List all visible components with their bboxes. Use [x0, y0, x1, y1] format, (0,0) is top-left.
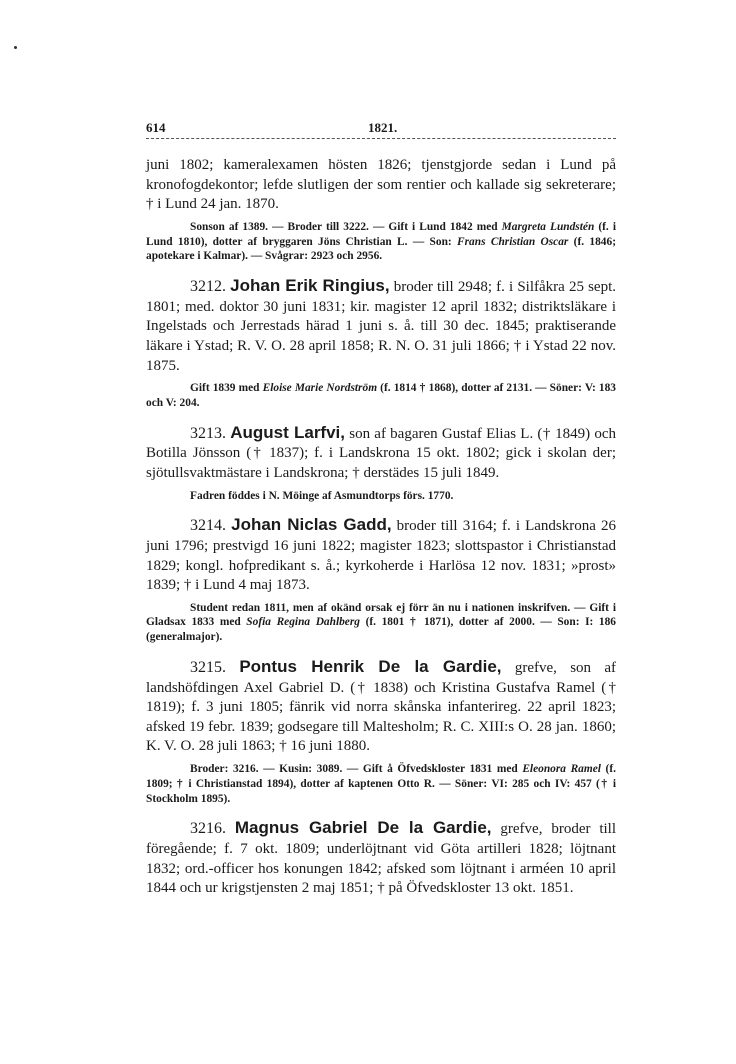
text-run: (f. i Lund 1810), dotter af bryggaren Jöns Christian L. — Son: [146, 220, 616, 248]
text-run: juni 1802; kameralexamen hösten 1826; tjenstgjorde sedan i Lund på kronofogdekontor; lefde slutligen der som rentier och kallade sig sekreterare; † i Lund 24 jan. 1870. [146, 157, 616, 213]
entry-number: 3216. [190, 820, 226, 838]
entry-paragraph [146, 657, 616, 757]
person-name-italic: Sofia Regina Dahlberg [246, 616, 360, 629]
entry-paragraph [146, 276, 616, 376]
entry-number: 3212. [190, 278, 226, 296]
entry-name: Johan Niclas Gadd, [231, 515, 392, 535]
text-run: (f. 1801 † 1871), dotter af 2000. — Son: I: 186 (generalmajor). [146, 616, 616, 644]
text-run: grefve, son af landshöfdingen Axel Gabriel D. († 1838) och Kristina Gustafva Ramel († 1819); f. 3 juni 1805; fänrik vid norra skånska infanterireg. 22 april 1823; afsked 19 febr. 1839; godsegare till Maltesholm; R. C. XIII:s O. 28 jan. 1860; K. V. O. 28 juli 1863; † 16 juni 1880. [146, 660, 617, 755]
page-number: 614 [146, 120, 166, 135]
person-name-italic: Eloise Marie Nordström [262, 382, 378, 395]
entry-note [146, 601, 616, 645]
running-year: 1821. [368, 120, 398, 135]
text-run: broder till 2948; f. i Silfåkra 25 sept. 1801; med. doktor 30 juni 1831; kir. magister 12 april 1832; distriktsläkare i Ingelstads och Jerrestads härad 1 juni s. å. till 30 dec. 1845; praktiserande läkare i Ystad; R. V. O. 28 april 1858; R. N. O. 31 juli 1866; † i Ystad 22 nov. 1875. [146, 279, 616, 374]
entry-note [146, 489, 616, 504]
entry-paragraph [146, 515, 616, 595]
entry-paragraph [146, 423, 616, 484]
text-run: (f. 1846; apotekare i Kalmar). — Svågrar: 2923 och 2956. [146, 235, 616, 263]
person-name-italic: Eleonora Ramel [522, 763, 601, 776]
text-run: grefve, broder till föregående; f. 7 okt. 1809; underlöjtnant vid Göta artilleri 1828; löjtnant 1832; ord.-officer hos konungen 1842; afsked som löjtnant i arméen 10 april 1844 och ur krigstjensten 2 maj 1851; † på Öfvedskloster 13 okt. 1851. [146, 821, 617, 897]
entry-note [146, 220, 616, 264]
text-run: Sonson af 1389. — Broder till 3222. — Gift i Lund 1842 med [190, 220, 502, 233]
entry-paragraph [146, 156, 616, 215]
entry-note [146, 381, 616, 411]
text-run: Fadren föddes i N. Möinge af Asmundtorps förs. 1770. [190, 489, 454, 502]
stray-mark [14, 46, 17, 49]
page-header [146, 120, 616, 136]
person-name-italic: Frans Christian Oscar [457, 235, 569, 248]
page-body [146, 156, 616, 904]
entry-note [146, 762, 616, 806]
text-run [226, 660, 239, 676]
text-run: (f. 1814 † 1868), dotter af 2131. — Söner: V: 183 och V: 204. [146, 382, 617, 409]
entry-name: Pontus Henrik De la Gardie, [239, 657, 502, 677]
text-run [226, 821, 235, 837]
entry-name: Magnus Gabriel De la Gardie, [234, 818, 492, 838]
text-run: son af bagaren Gustaf Elias L. († 1849) och Botilla Jönsson († 1837); f. i Landskrona 15 okt. 1802; gick i skolan der; sjötullsvaktmästare i Landskrona; † derstädes 15 juli 1849. [146, 425, 616, 481]
entry-number: 3213. [190, 424, 226, 442]
text-run: broder till 3164; f. i Landskrona 26 juni 1796; prestvigd 16 juni 1822; magister 1823; slottspastor i Christianstad 1829; kongl. hofpredikant s. å.; kyrkoherde i Harlösa 12 nov. 1831; »prost» 1839; † i Lund 4 maj 1873. [146, 518, 616, 594]
text-run: (f. 1809; † i Christianstad 1894), dotter af kaptenen Otto R. — Söner: VI: 285 och IV: 457 († i Stockholm 1895). [146, 763, 616, 805]
text-run: Broder: 3216. — Kusin: 3089. — Gift å Öfvedskloster 1831 med [190, 763, 523, 776]
person-name-italic: Margreta Lundstén [501, 220, 595, 233]
entry-paragraph [146, 818, 616, 898]
header-rule [146, 138, 616, 139]
text-run: Gift 1839 med [190, 382, 263, 395]
text-run: Student redan 1811, men af okänd orsak ej förr än nu i nationen inskrifven. — Gift i Gladsax 1833 med [146, 601, 616, 629]
entry-name: Johan Erik Ringius, [230, 276, 390, 296]
entry-number: 3215. [190, 659, 226, 677]
entry-number: 3214. [190, 517, 226, 535]
entry-name: August Larfvi, [230, 422, 345, 442]
